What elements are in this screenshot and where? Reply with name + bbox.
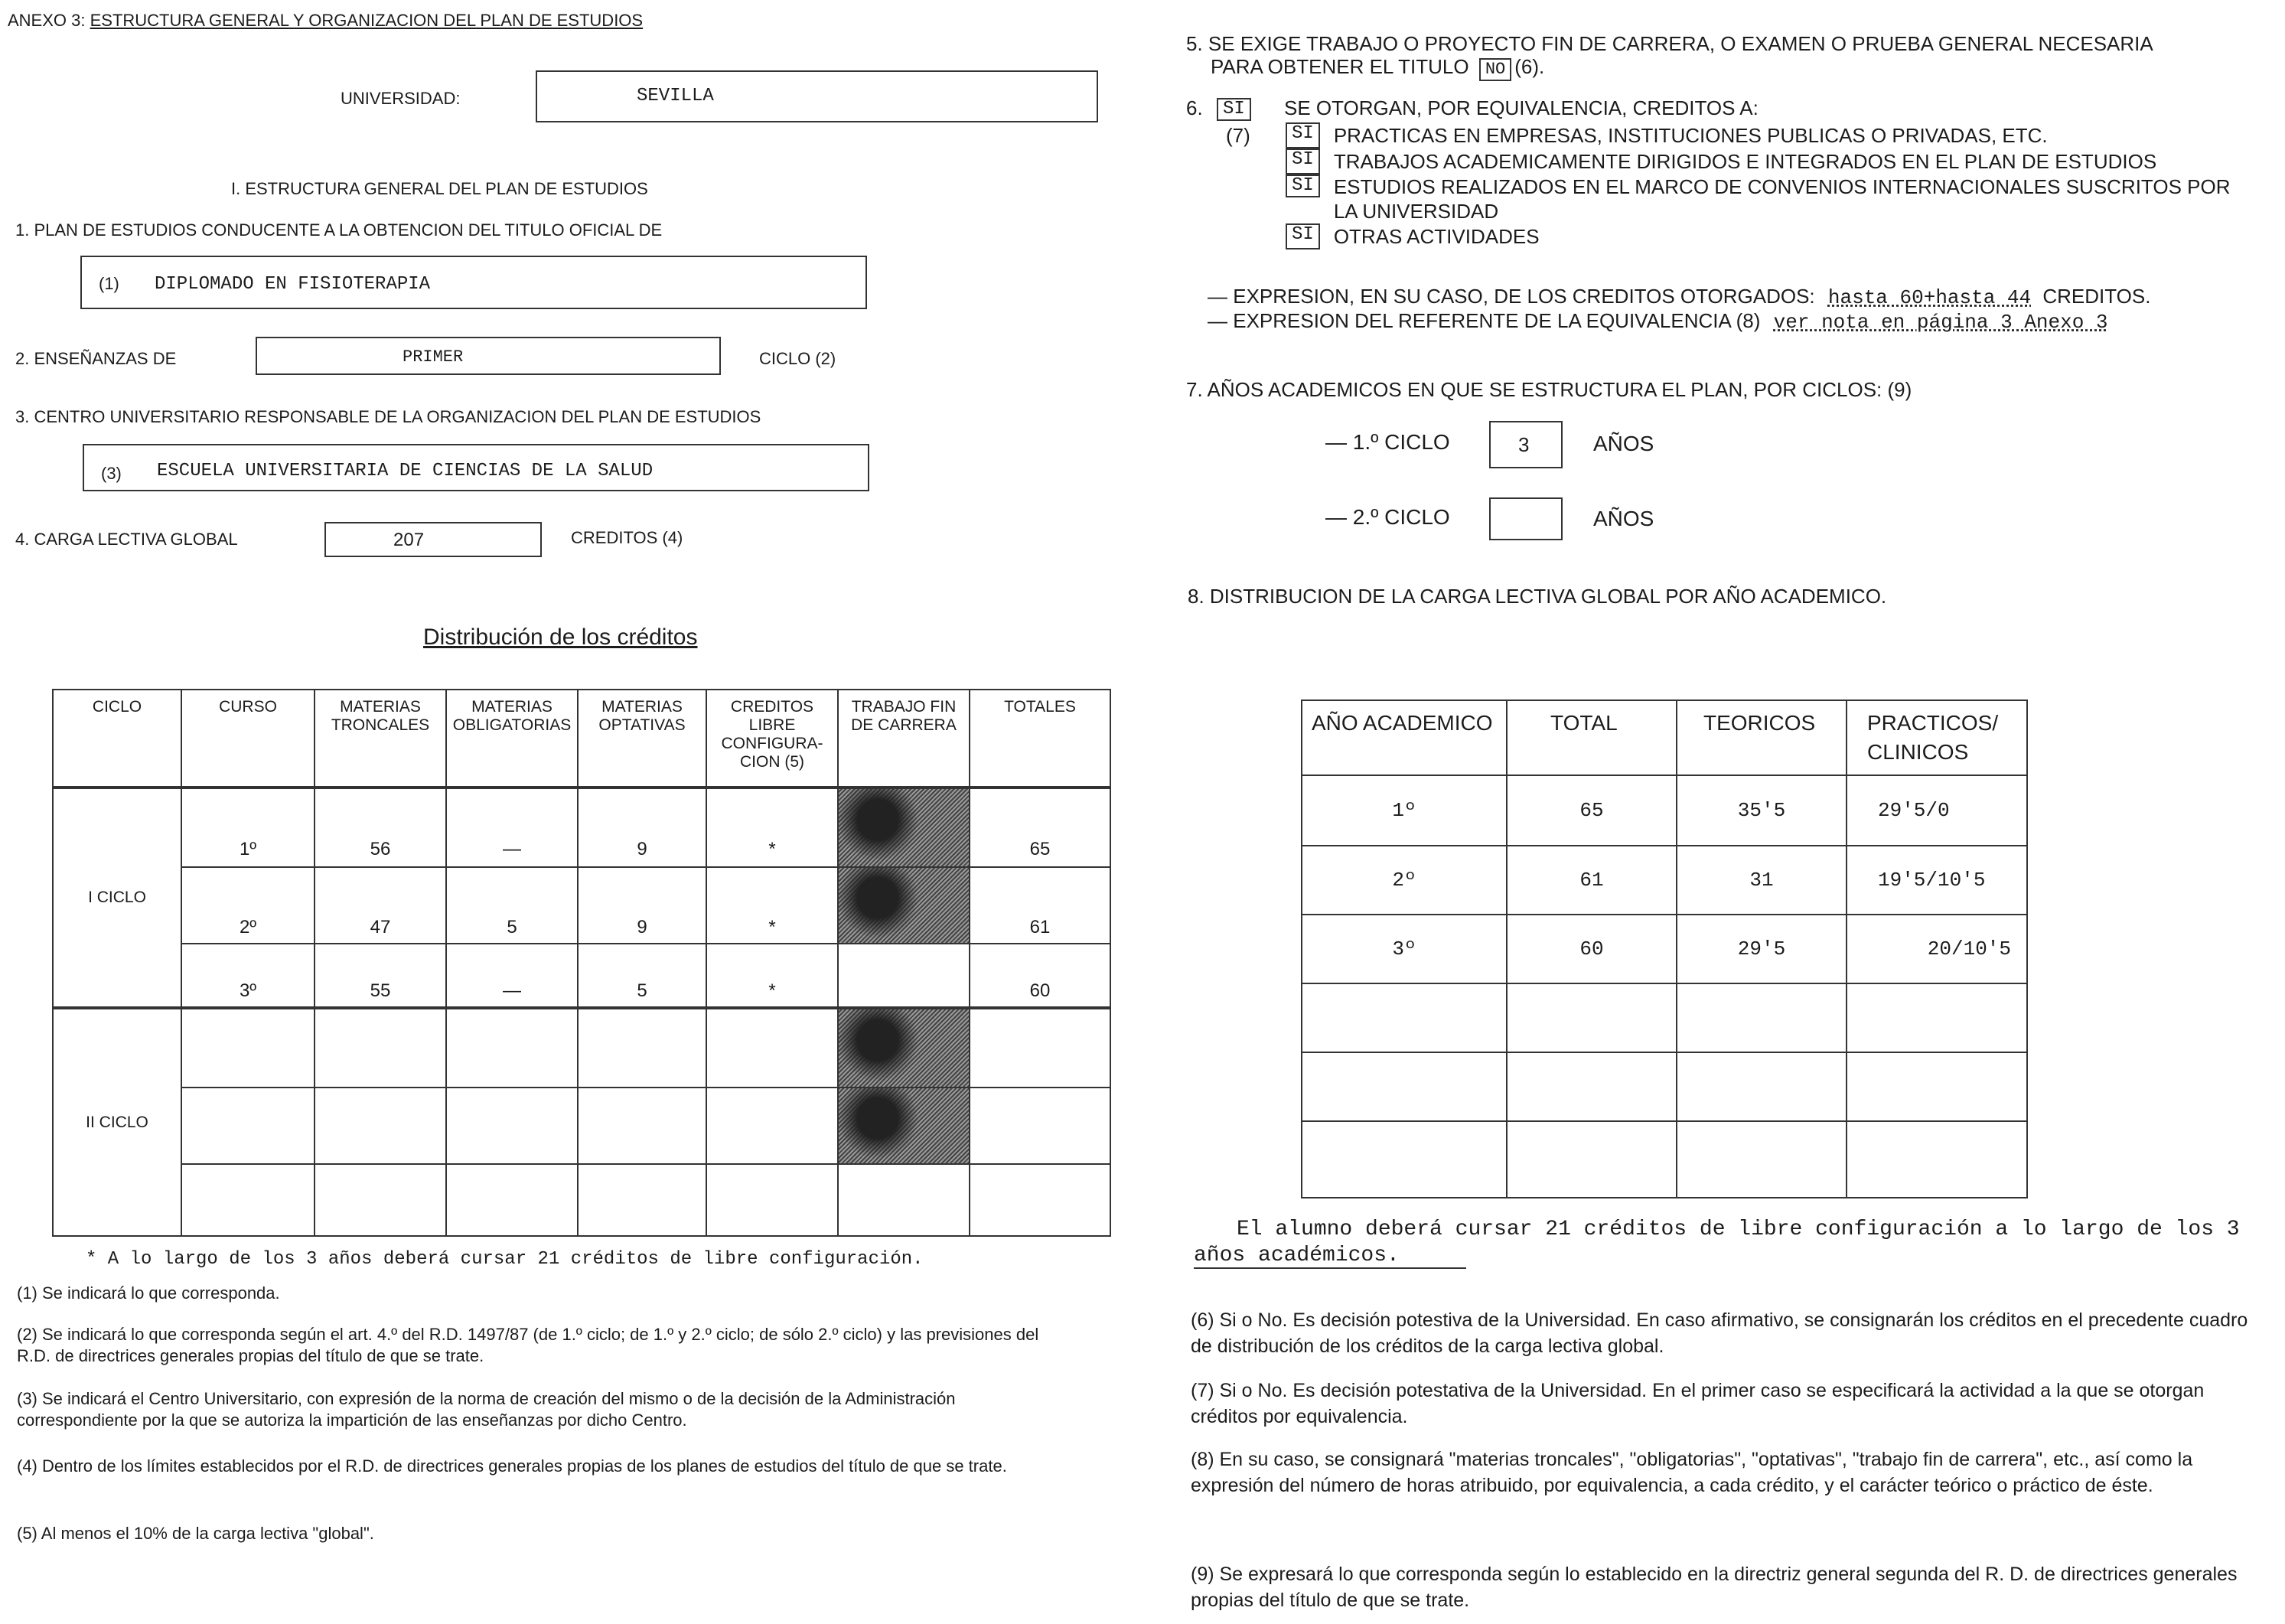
cell-year: 1º (1302, 775, 1507, 846)
si-flag: SI (1286, 148, 1320, 174)
cell-teoricos: 29'5 (1677, 915, 1847, 983)
cell-totales: 60 (970, 944, 1110, 1008)
cell-year: 3º (1302, 915, 1507, 983)
note-9: (9) Se expresará lo que corresponda según lo establecido en la directriz general segunda del R. D. de directrices generales propias del título de que se trate. (1191, 1564, 2238, 1611)
ciclo2-label: II CICLO (53, 1008, 181, 1236)
section5-ref: (6). (1514, 55, 1545, 78)
remark-underline (1194, 1267, 1466, 1269)
distribution-footnote: * A lo largo de los 3 años deberá cursar 21 créditos de libre configuración. (86, 1249, 924, 1270)
shaded-cell (838, 1088, 970, 1164)
table-row (53, 944, 1110, 1008)
q2-value: PRIMER (403, 347, 464, 367)
q4-value: 207 (393, 530, 425, 550)
cell-obligatorias: 5 (446, 867, 578, 944)
col-curso: CURSO (181, 690, 315, 788)
shaded-cell (838, 788, 970, 867)
q1-label: 1. PLAN DE ESTUDIOS CONDUCENTE A LA OBTENCION DEL TITULO OFICIAL DE (15, 220, 663, 240)
q3-value: ESCUELA UNIVERSITARIA DE CIENCIAS DE LA SALUD (157, 461, 654, 481)
section5-line2: PARA OBTENER EL TITULO NO (6). (1186, 55, 2153, 81)
shaded-cell (838, 867, 970, 944)
cell-troncales: 56 (315, 788, 446, 867)
cell-libre: * (706, 867, 838, 944)
section6-number: 6. (1186, 96, 1203, 119)
cell-troncales: 47 (315, 867, 446, 944)
section6-item (1286, 122, 2257, 148)
distribution-table (52, 689, 1111, 1237)
cell-practicos: 29'5/0 (1847, 775, 2027, 846)
q3-label: 3. CENTRO UNIVERSITARIO RESPONSABLE DE LA ORGANIZACION DEL PLAN DE ESTUDIOS (15, 407, 761, 426)
table-row (1302, 846, 2027, 915)
q2-suffix: CICLO (2) (759, 349, 836, 368)
cell-optativas: 9 (578, 867, 706, 944)
cell-practicos: 20/10'5 (1847, 915, 2027, 983)
item-text: ESTUDIOS REALIZADOS EN EL MARCO DE CONVENIOS INTERNACIONALES SUSCRITOS POR LA UNIVERSIDAD (1333, 175, 2231, 223)
section6-answer: SI (1217, 98, 1251, 121)
cell-total: 65 (1507, 775, 1677, 846)
col-ciclo: CICLO (53, 690, 181, 788)
col-libre: CREDITOS LIBRE CONFIGURA-CION (5) (706, 690, 838, 788)
note-1: (1) Se indicará lo que corresponda. (17, 1283, 280, 1303)
cell-troncales: 55 (315, 944, 446, 1008)
distribution-title: Distribución de los créditos (423, 624, 698, 650)
section6-item (1286, 223, 2257, 249)
q2-label: 2. ENSEÑANZAS DE (15, 349, 177, 368)
cell-libre: * (706, 944, 838, 1008)
section6-expr1: — EXPRESION, EN SU CASO, DE LOS CREDITOS OTORGADOS: hasta 60+hasta 44 CREDITOS. (1208, 285, 2151, 309)
cell-year: 2º (1302, 846, 1507, 915)
section6-expr2: — EXPRESION DEL REFERENTE DE LA EQUIVALENCIA (8) ver nota en página 3 Anexo 3 (1208, 309, 2108, 334)
cell-total: 61 (1507, 846, 1677, 915)
note-3: (3) Se indicará el Centro Universitario, con expresión de la norma de creación del mismo o de la decisión de la Administración correspondiente por la que se autoriza la impartición de las enseñanzas por dicho Centro. (17, 1389, 956, 1430)
q1-ref: (1) (99, 274, 119, 293)
cell-optativas: 5 (578, 944, 706, 1008)
section1-title: I. ESTRUCTURA GENERAL DEL PLAN DE ESTUDIOS (231, 179, 648, 198)
section7-ciclo1-box (1489, 421, 1563, 468)
col-optativas: MATERIAS OPTATIVAS (578, 690, 706, 788)
cell-practicos: 19'5/10'5 (1847, 846, 2027, 915)
q4-suffix: CREDITOS (4) (571, 528, 683, 547)
si-flag: SI (1286, 174, 1320, 197)
col-total: TOTAL (1507, 700, 1677, 775)
q1-field (80, 256, 867, 309)
university-field (536, 70, 1098, 122)
section7-ciclo2-box (1489, 497, 1563, 540)
section7-ciclo2-years: AÑOS (1593, 507, 1654, 530)
table-row (53, 867, 1110, 944)
table-row (53, 788, 1110, 867)
col-year: AÑO ACADEMICO (1302, 700, 1507, 775)
university-value: SEVILLA (637, 86, 714, 106)
cell-teoricos: 31 (1677, 846, 1847, 915)
ciclo1-label: I CICLO (53, 788, 181, 1008)
item-text: OTRAS ACTIVIDADES (1333, 225, 1540, 248)
col-obligatorias: MATERIAS OBLIGATORIAS (446, 690, 578, 788)
section6-item (1286, 148, 2257, 174)
q3-field (83, 444, 869, 491)
annex-title: ESTRUCTURA GENERAL Y ORGANIZACION DEL PLAN DE ESTUDIOS (90, 11, 644, 30)
empty-cell (838, 944, 970, 1008)
col-totales: TOTALES (970, 690, 1110, 788)
q2-field (256, 337, 721, 375)
q3-ref: (3) (101, 464, 122, 483)
section5-line1: 5. SE EXIGE TRABAJO O PROYECTO FIN DE CARRERA, O EXAMEN O PRUEBA GENERAL NECESARIA (1186, 32, 2153, 55)
annex-header (8, 11, 643, 31)
note-5: (5) Al menos el 10% de la carga lectiva "global". (17, 1524, 374, 1543)
section6-title: SE OTORGAN, POR EQUIVALENCIA, CREDITOS A: (1284, 96, 1759, 119)
section6-items (1286, 122, 2257, 249)
section8-remark: El alumno deberá cursar 21 créditos de libre configuración a lo largo de los 3 años académicos. (1194, 1218, 2240, 1267)
section8-title: 8. DISTRIBUCION DE LA CARGA LECTIVA GLOBAL POR AÑO ACADEMICO. (1188, 585, 1887, 608)
cell-curso: 1º (181, 788, 315, 867)
q4-label: 4. CARGA LECTIVA GLOBAL (15, 530, 238, 549)
cell-optativas: 9 (578, 788, 706, 867)
note-6: (6) Si o No. Es decisión potestiva de la Universidad. En caso afirmativo, se consignarán los créditos en el precedente cuadro de distribución de los créditos de la carga lectiva global. (1191, 1309, 2248, 1357)
expr1-value: hasta 60+hasta 44 (1827, 286, 2032, 309)
cell-teoricos: 35'5 (1677, 775, 1847, 846)
annex-label: ANEXO 3: (8, 11, 86, 30)
cell-curso: 2º (181, 867, 315, 944)
note-4: (4) Dentro de los límites establecidos por el R.D. de directrices generales propias de los planes de estudios del título de que se trate. (17, 1456, 1007, 1476)
col-troncales: MATERIAS TRONCALES (315, 690, 446, 788)
section5-answer: NO (1479, 58, 1511, 81)
cell-totales: 65 (970, 788, 1110, 867)
cell-total: 60 (1507, 915, 1677, 983)
cell-totales: 61 (970, 867, 1110, 944)
cell-libre: * (706, 788, 838, 867)
table-row (1302, 775, 2027, 846)
section7-ciclo1-label: — 1.º CICLO (1325, 430, 1450, 454)
cell-obligatorias: — (446, 944, 578, 1008)
table-row (1302, 915, 2027, 983)
item-text: PRACTICAS EN EMPRESAS, INSTITUCIONES PUBLICAS O PRIVADAS, ETC. (1333, 124, 2048, 147)
section5 (1186, 32, 2153, 81)
si-flag: SI (1286, 122, 1320, 148)
table-row (53, 1008, 1110, 1088)
note-7: (7) Si o No. Es decisión potestativa de la Universidad. En el primer caso se especificará la actividad a la que se otorgan créditos por equivalencia. (1191, 1380, 2205, 1427)
note-8: (8) En su caso, se consignará "materias troncales", "obligatorias", "optativas", "trabajo fin de carrera", etc., así como la expresión del número de horas atribuido, por equivalencia, a cada crédito, y el carácter teórico o práctico de éste. (1191, 1449, 2193, 1496)
cell-obligatorias: — (446, 788, 578, 867)
section6-ref: (7) (1226, 124, 1250, 147)
university-label: UNIVERSIDAD: (341, 89, 461, 108)
section7-ciclo2-label: — 2.º CICLO (1325, 505, 1450, 529)
q1-value: DIPLOMADO EN FISIOTERAPIA (155, 274, 431, 295)
col-teoricos: TEORICOS (1677, 700, 1847, 775)
section7-title: 7. AÑOS ACADEMICOS EN QUE SE ESTRUCTURA EL PLAN, POR CICLOS: (9) (1186, 378, 1912, 401)
cell-curso: 3º (181, 944, 315, 1008)
si-flag: SI (1286, 223, 1320, 249)
item-text: TRABAJOS ACADEMICAMENTE DIRIGIDOS E INTEGRADOS EN EL PLAN DE ESTUDIOS (1333, 150, 2157, 173)
shaded-cell (838, 1008, 970, 1088)
q4-field (324, 522, 542, 557)
col-practicos: PRACTICOS/ CLINICOS (1847, 700, 2027, 775)
col-trabajo: TRABAJO FIN DE CARRERA (838, 690, 970, 788)
section6-item (1286, 174, 2257, 223)
year-table (1301, 699, 2028, 1198)
note-2: (2) Se indicará lo que corresponda según el art. 4.º del R.D. 1497/87 (de 1.º ciclo; de 1.º y 2.º ciclo; de sólo 2.º ciclo) y las previsiones del R.D. de directrices generales propias del título de que se trate. (17, 1325, 1039, 1365)
section7-ciclo1-years: AÑOS (1593, 432, 1654, 455)
expr2-value: ver nota en página 3 Anexo 3 (1773, 311, 2108, 334)
ciclo1-years-value: 3 (1518, 433, 1530, 456)
